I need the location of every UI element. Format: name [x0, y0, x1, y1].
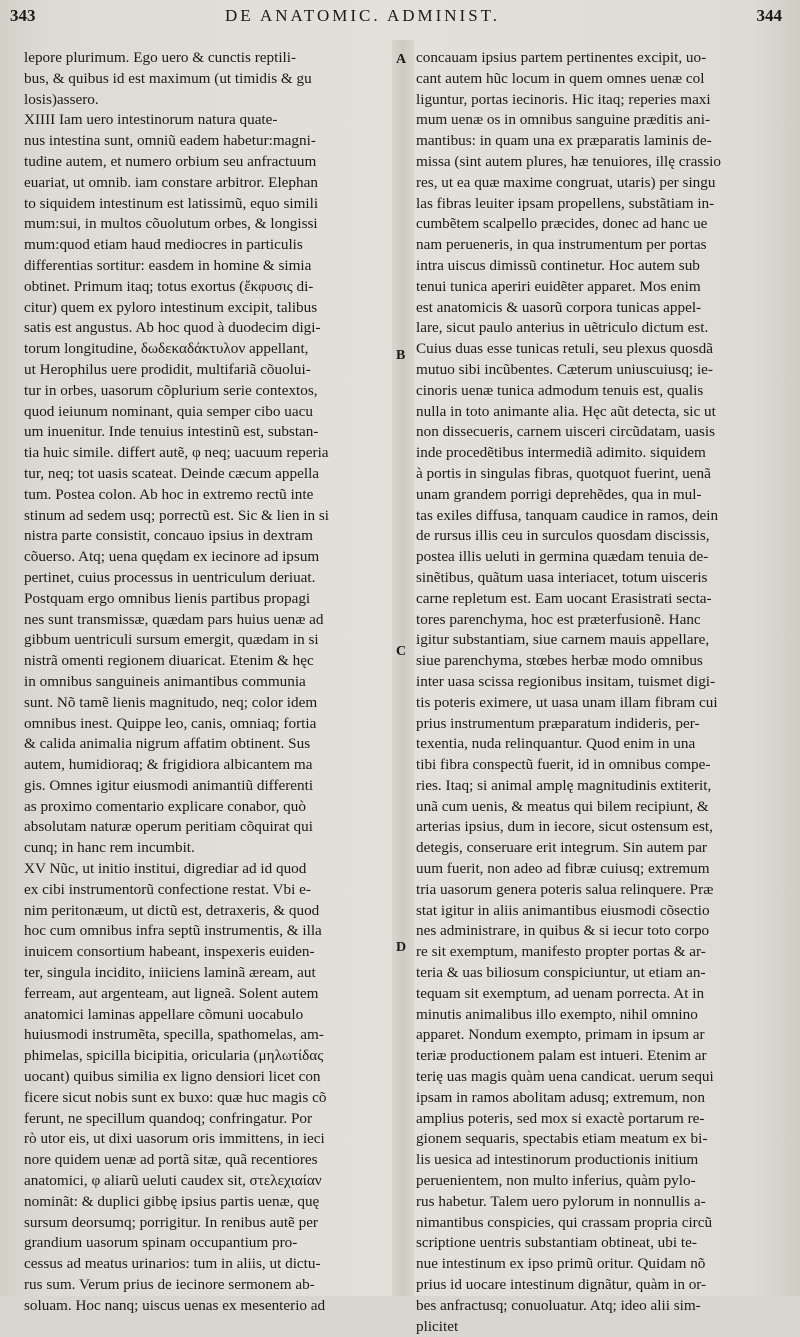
text-line: to siquidem intestinum est latissimũ, equo simili [24, 194, 319, 212]
text-line: nistra parte consistit, concauo ipsius in dextram [24, 527, 313, 545]
running-title: DE ANATOMIC. ADMINIST. [225, 6, 501, 25]
text-line: XV Nũc, ut initio institui, digrediar ad id quod [24, 860, 307, 878]
text-line: mum:quod etiam haud mediocres in particulis [24, 236, 303, 254]
text-line: torum longitudine, δωδεκαδάκτυλον appellant, [24, 340, 309, 358]
text-line: scriptione uentris substantiam obtineat, ubi te- [416, 1234, 697, 1252]
text-line: terię uas magis quàm uena candicat. uerum sequi [416, 1068, 714, 1086]
text-line: inde procedẽtibus intermediã adimito. siquidem [416, 444, 706, 462]
text-line: ter, singula incidito, iniiciens laminã æream, aut [24, 964, 316, 982]
text-line: unam grandem porrigi deprehẽdes, qua in mul- [416, 485, 702, 503]
text-line: gionem sequaris, spectabis etiam meatum ex bi- [416, 1130, 708, 1148]
text-line: tenui tunica aperiri euidẽter apparet. Mos enim [416, 277, 701, 295]
text-line: losis)assero. [24, 90, 99, 108]
text-line: intra uiscus dimissũ continetur. Hoc autem sub [416, 256, 700, 274]
margin-mark-c: C [396, 644, 407, 659]
text-line: sinẽtibus, quãtum uasa interiacet, totum uisceris [416, 568, 708, 586]
text-line: absolutam naturæ operum peritiam cõquirat qui [24, 818, 313, 836]
text-line: missa (sint autem plures, hæ tenuiores, illę crassio [416, 152, 721, 170]
left-text-column [24, 48, 388, 1314]
text-line: rus habetur. Talem uero pylorum in nonnullis a- [416, 1192, 706, 1210]
text-line: tur, neq; tot uasis scateat. Deinde cæcum appella [24, 464, 320, 482]
text-line: à portis in singulas fibras, quotquot fuerint, uenã [416, 464, 711, 482]
text-line: lare, sicut paulo anterius in uẽtriculo dictum est. [416, 319, 709, 337]
text-line: peruenientem, non multo inferius, quàm pylo- [416, 1172, 696, 1190]
text-line: unã cum uenis, & meatus qui bilem recipiunt, & [416, 797, 709, 815]
text-line: citur) quem ex pyloro intestinum excipit, talibus [24, 298, 318, 316]
text-line: cessus ad meatus urinarios: tum in aliis, ut dictu- [24, 1255, 321, 1273]
text-line: arterias ipsius, dum in iecore, sicut ostensum est, [416, 818, 713, 836]
text-line: concauam ipsius partem pertinentes excipit, uo- [416, 49, 707, 66]
text-line: tum. Postea colon. Ab hoc in extremo rectũ inte [24, 485, 314, 503]
text-line: texentia, nuda relinquantur. Quod enim in una [416, 735, 696, 753]
text-line: nes sunt transmissæ, quædam pars huius uenæ ad [24, 610, 324, 628]
text-line: las fibras leuiter ipsam propellens, substãtiam in- [416, 194, 715, 212]
text-line: tas exiles diffusa, tanquam caudice in ramos, dein [416, 506, 719, 524]
text-line: bus, & quibus id est maximum (ut timidis & gu [24, 69, 312, 87]
margin-mark-d: D [396, 940, 407, 955]
text-line: grandium uasorum spinam occupantium pro- [24, 1234, 298, 1252]
text-line: omnibus inest. Quippe leo, canis, omniaq; fortia [24, 714, 317, 732]
text-line: in omnibus sanguineis animantibus communia [24, 672, 306, 690]
left-page-number: 343 [10, 6, 36, 25]
text-line: stat igitur in aliis animantibus eiusmodi cõsectio [416, 901, 710, 919]
text-line: um inuenitur. Inde tenuius intestinũ est, substan- [24, 423, 319, 441]
text-line: rò utor eis, ut dixi uasorum oris immittens, in ieci [24, 1130, 325, 1148]
text-line: cumbẽtem scalpello præcides, donec ad hanc ue [416, 215, 708, 233]
text-line: apparet. Nondum exempto, primam in ipsum ar [416, 1026, 705, 1044]
text-line: prius instrumentum præparatum indideris, per- [416, 714, 700, 732]
text-line: prius id uocare intestinum dignãtur, quàm in or- [416, 1276, 707, 1294]
text-line: tia huic simile. differt autẽ, φ neq; uacuum reperia [24, 444, 329, 462]
text-line: mantibus: in quam una ex præparatis laminis de- [416, 132, 712, 150]
margin-mark-a: A [396, 52, 407, 67]
text-line: nes administrare, in quibus & si iecur toto corpo [416, 922, 710, 940]
text-line: satis est angustus. Ab hoc quod à duodecim digi- [24, 319, 321, 337]
text-line: Postquam ergo omnibus lienis partibus propagi [24, 589, 311, 607]
text-line: tores parenchyma, hoc est præterfusionẽ. Hanc [416, 610, 701, 628]
text-line: nim peritonæum, ut dictũ est, detraxeris, & quod [24, 901, 320, 919]
text-line: ferunt, ne specillum quandoq; confringatur. Por [24, 1109, 313, 1127]
text-line: pertinet, cuius processus in uentriculum deriuat. [24, 568, 316, 586]
text-line: mutuo sibi incũbentes. Cæterum uniuscuiusq; ie- [416, 360, 713, 378]
text-line: euariat, ut omnib. iam constare arbitror. Elephan [24, 173, 318, 191]
text-line: nore quidem uenæ ad portã sitæ, quã recentiores [24, 1151, 318, 1169]
text-line: carne repletum est. Eam uocant Erasistrati secta- [416, 589, 712, 607]
text-line: lepore plurimum. Ego uero & cunctis reptili- [24, 49, 297, 66]
text-line: tequam sit exemptum, ad uenam porrecta. At in [416, 984, 705, 1002]
text-line: teria & uas biliosum conspiciuntur, ut etiam an- [416, 964, 706, 982]
text-line: siue parenchyma, stœbes herbæ modo omnibus [416, 652, 703, 670]
text-line: nominãt: & duplici gibbę ipsius partis uenæ, quę [24, 1192, 320, 1210]
text-line: obtinet. Primum itaq; totus exortus (ἔκφυσις di- [24, 277, 314, 295]
text-line: ficere sicut nobis sunt ex buxo: quæ huc magis cõ [24, 1088, 327, 1106]
text-line: ut Herophilus uere prodidit, multifariã cõuolui- [24, 360, 311, 378]
text-line: ferream, aut argenteam, aut ligneã. Solent autem [24, 984, 319, 1002]
text-line: nam perueneris, in qua instrumentum per portas [416, 236, 707, 254]
text-line: postea illis ueluti in germina quædam tenuia de- [416, 548, 709, 566]
text-line: tis poteris eximere, ut uasa unam illam fibram cui [416, 693, 718, 711]
text-line: ex cibi instrumentorũ confectione restat. Vbi e- [24, 880, 311, 898]
text-line: detegis, conseruare erit integrum. Sin autem par [416, 839, 707, 857]
text-line: phimelas, spicilla bicipitia, oricularia (μηλωτίδας [24, 1047, 324, 1065]
text-line: inter uasa scissa regionibus insitam, tuismet digi- [416, 672, 716, 690]
text-line: Cuius duas esse tunicas retuli, seu plexus quosdã [416, 340, 713, 358]
text-line: mum uenæ os in omnibus sanguine præditis ani- [416, 111, 711, 129]
right-text-column [416, 48, 790, 1335]
text-line: res, ut ea quæ maxime congruat, utaris) per singu [416, 173, 716, 191]
text-line: nistrã omenti regionem diuaricat. Etenim & hęc [24, 652, 314, 670]
text-line: est anatomicis & uasorũ corpora tunicas appel- [416, 298, 702, 316]
text-line: gibbum uentriculi sursum emergit, quædam in si [24, 631, 319, 649]
text-line: bes anfractusq; conuoluatur. Atq; ideo alii sim- [416, 1296, 701, 1314]
column-gutter [392, 40, 414, 1296]
text-line: cinoris uenæ tunica admodum tenuis est, qualis [416, 381, 704, 399]
text-line: nulla in toto animante alia. Hęc aũt detecta, sic ut [416, 402, 716, 420]
text-line: ipsam in ramos abolitam adusq; extremum, non [416, 1088, 705, 1106]
text-line: cunq; in hanc rem incumbit. [24, 839, 195, 857]
text-line: cant autem hũc locum in quem omnes uenæ col [416, 69, 705, 87]
text-line: sunt. Nõ tamẽ lienis magnitudo, neq; color idem [24, 693, 318, 711]
text-line: amplius poteris, sed mox si exactè portarum re- [416, 1109, 705, 1127]
text-line: differentias sortitur: easdem in homine & simia [24, 256, 312, 274]
text-line: soluam. Hoc nanq; uiscus uenas ex mesenterio ad [24, 1296, 326, 1314]
text-line: & calida animalia nigrum affatim obtinent. Sus [24, 735, 311, 753]
text-line: re sit exemptum, manifesto propter portas & ar- [416, 943, 706, 961]
text-line: non dissecueris, carnem uisceri circũdatam, uasis [416, 423, 716, 441]
text-line: mum:sui, in multos cõuolutum orbes, & longissi [24, 215, 318, 233]
text-line: tibi fibra conspectũ fuerit, id in omnibus compe- [416, 756, 711, 774]
text-line: ries. Itaq; si animal amplę magnitudinis extiterit, [416, 776, 712, 794]
text-line: igitur substantiam, siue carnem mauis appellare, [416, 631, 710, 649]
text-line: uocant) quibus similia ex ligno densiori licet con [24, 1068, 321, 1086]
text-line: de rursus illis ceu in surculos quosdam discissis, [416, 527, 710, 545]
margin-mark-b: B [396, 348, 406, 363]
text-line: teriæ productionem palam est intueri. Etenim ar [416, 1047, 707, 1065]
text-line: quod ieiunum nominant, quia semper cibo uacu [24, 402, 313, 420]
text-line: plicitet [416, 1317, 459, 1335]
text-line: anatomici, φ aliarũ ueluti caudex sit, στελεχιαίαν [24, 1172, 322, 1190]
text-line: hoc cum omnibus infra septũ instrumentis, & illa [24, 922, 322, 940]
text-line: stinum ad sedem usq; porrectũ est. Sic & lien in si [24, 506, 329, 524]
text-line: nue intestinum ex ipso primũ oritur. Quidam nõ [416, 1255, 706, 1273]
text-line: rus sum. Verum prius de iecinore sermonem ab- [24, 1276, 315, 1294]
text-line: anatomici laminas appellare cõmuni uocabulo [24, 1005, 304, 1023]
text-line: tria uasorum genera poteris salua relinquere. Præ [416, 880, 714, 898]
text-line: as proximo comentario explicare conabor, quò [24, 797, 306, 815]
text-line: huiusmodi instrumẽta, specilla, spathomelas, am- [24, 1026, 324, 1044]
text-line: sursum deorsumq; porrigitur. In renibus autẽ per [24, 1213, 318, 1231]
text-line: XIIII Iam uero intestinorum natura quate- [24, 111, 278, 129]
text-line: tudine autem, et numero orbium seu anfractuum [24, 152, 317, 170]
text-line: gis. Omnes igitur eiusmodi animantiũ differenti [24, 776, 314, 794]
right-page-number: 344 [756, 6, 782, 25]
text-line: minutis animalibus illo exempto, nihil omnino [416, 1005, 698, 1023]
text-line: tur in orbes, uasorum cõplurium serie contextos, [24, 381, 318, 399]
text-line: cõuerso. Atq; uena quędam ex iecinore ad ipsum [24, 548, 320, 566]
text-line: uum fuerit, non adeo ad fibræ cuiusq; extremum [416, 860, 710, 878]
text-line: nimantibus conspicies, qui crassam propria circũ [416, 1213, 713, 1231]
text-line: nus intestina sunt, omniũ eadem habetur:magni- [24, 132, 316, 150]
text-line: liguntur, portas iecinoris. Hic itaq; reperies maxi [416, 90, 711, 108]
text-line: autem, humidioraq; & frigidiora albicantem ma [24, 756, 313, 774]
text-line: inuicem consortium habeant, inspexeris euiden- [24, 943, 315, 961]
text-line: lis uesica ad intestinorum productionis initium [416, 1151, 699, 1169]
